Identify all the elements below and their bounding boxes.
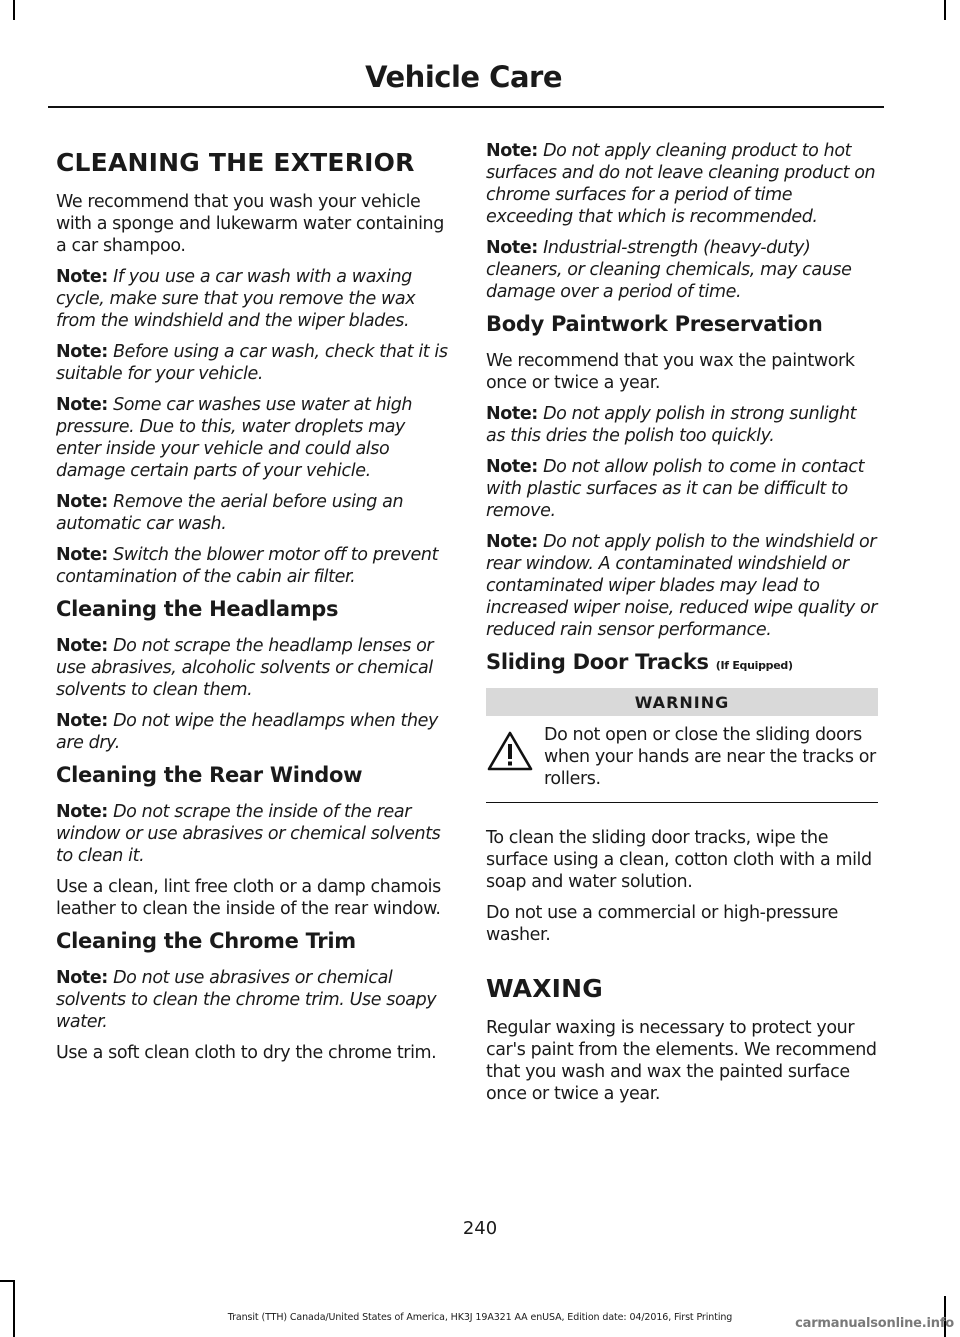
watermark: carmanualsonline.info (795, 1316, 954, 1331)
note-hot-surfaces (486, 140, 878, 228)
heading-sliding-door-tracks (486, 650, 878, 674)
note-label: Note: (486, 238, 538, 258)
note-text: Do not apply cleaning product to hot surfaces and do not leave cleaning product on chrome surfaces for a period of time exceeding that which is recommended. (486, 141, 876, 227)
page-number: 240 (462, 1218, 498, 1239)
header-rule (48, 106, 884, 108)
note-text: Do not wipe the headlamps when they are dry. (56, 711, 438, 753)
crop-mark-top-left (13, 0, 15, 20)
note-text: Do not scrape the inside of the rear window or use abrasives or chemical solvents to clean it. (56, 802, 441, 866)
note-text: Do not use abrasives or chemical solvents to clean the chrome trim. Use soapy water. (56, 968, 437, 1032)
note-windshield (486, 531, 878, 641)
heading-cleaning-headlamps: Cleaning the Headlamps (56, 597, 339, 621)
note-chrome (56, 967, 448, 1033)
note-scrape-rear (56, 801, 448, 867)
heading-cleaning-chrome-trim: Cleaning the Chrome Trim (56, 929, 356, 953)
note-label: Note: (56, 802, 108, 822)
paragraph-washer: Do not use a commercial or high-pressure washer. (486, 903, 838, 945)
right-column (486, 140, 878, 1114)
note-aerial (56, 491, 448, 535)
note-wipe-dry (56, 710, 448, 754)
note-label: Note: (486, 532, 538, 552)
page-title: Vehicle Care (365, 60, 562, 94)
note-label: Note: (56, 395, 108, 415)
heading-text: Sliding Door Tracks (486, 650, 709, 674)
paragraph-tracks: To clean the sliding door tracks, wipe the surface using a clean, cotton cloth with a mild soap and water solution. (486, 828, 872, 892)
crop-mark-bottom-left (13, 1280, 15, 1337)
warning-text: Do not open or close the sliding doors when your hands are near the tracks or rollers. (544, 725, 876, 789)
crop-mark-bottom-left-h (0, 1280, 15, 1282)
note-label: Note: (486, 141, 538, 161)
note-text: Switch the blower motor off to prevent contamination of the cabin air filter. (56, 545, 439, 587)
note-suitable (56, 341, 448, 385)
footer-edition-info: Transit (TTH) Canada/United States of America, HK3J 19A321 AA enUSA, Edition date: 04/2016, First Printing (227, 1312, 733, 1323)
note-label: Note: (56, 492, 108, 512)
note-label: Note: (56, 342, 108, 362)
warning-box (486, 724, 878, 803)
note-scrape-headlamp (56, 635, 448, 701)
note-text: Do not allow polish to come in contact with plastic surfaces as it can be difficult to remove. (486, 457, 865, 521)
note-label: Note: (486, 457, 538, 477)
note-label: Note: (56, 968, 108, 988)
note-pressure (56, 394, 448, 482)
heading-paintwork-preservation: Body Paintwork Preservation (486, 312, 823, 336)
note-text: Before using a car wash, check that it is suitable for your vehicle. (56, 342, 448, 384)
warning-triangle-icon (486, 730, 534, 772)
note-industrial (486, 237, 878, 303)
note-label: Note: (56, 711, 108, 731)
note-text: Do not apply polish in strong sunlight as this dries the polish too quickly. (486, 404, 857, 446)
note-label: Note: (56, 636, 108, 656)
if-equipped-qualifier: (If Equipped) (715, 659, 793, 672)
note-label: Note: (56, 545, 108, 565)
note-plastic (486, 456, 878, 522)
note-text: Do not apply polish to the windshield or rear window. A contaminated windshield or contaminated wiper blades may lead to increased wiper noise, reduced wipe quality or reduced rain sensor performance. (486, 532, 878, 640)
left-column (56, 140, 448, 1073)
note-text: Remove the aerial before using an automatic car wash. (56, 492, 404, 534)
crop-mark-top-right (944, 0, 946, 20)
paragraph-wax-paint: We recommend that you wax the paintwork once or twice a year. (486, 351, 855, 393)
paragraph-waxing: Regular waxing is necessary to protect your car's paint from the elements. We recommend that you wash and wax the painted surface once or twice a year. (486, 1018, 877, 1104)
note-text: If you use a car wash with a waxing cycle, make sure that you remove the wax from the windshield and the wiper blades. (56, 267, 416, 331)
note-text: Some car washes use water at high pressure. Due to this, water droplets may enter inside your vehicle and could also damage certain parts of your vehicle. (56, 395, 413, 481)
warning-banner: WARNING (486, 688, 878, 716)
note-waxing (56, 266, 448, 332)
note-text: Do not scrape the headlamp lenses or use abrasives, alcoholic solvents or chemical solvents to clean them. (56, 636, 434, 700)
note-sunlight (486, 403, 878, 447)
note-label: Note: (486, 404, 538, 424)
paragraph-dry-chrome: Use a soft clean cloth to dry the chrome trim. (56, 1043, 437, 1063)
heading-waxing: WAXING (486, 974, 604, 1003)
note-text: Industrial-strength (heavy-duty) cleaners, or cleaning chemicals, may cause damage over a period of time. (486, 238, 852, 302)
note-blower (56, 544, 448, 588)
heading-cleaning-exterior: CLEANING THE EXTERIOR (56, 148, 415, 177)
note-label: Note: (56, 267, 108, 287)
paragraph-wash: We recommend that you wash your vehicle with a sponge and lukewarm water containing a car shampoo. (56, 192, 444, 256)
paragraph-cloth: Use a clean, lint free cloth or a damp chamois leather to clean the inside of the rear window. (56, 877, 441, 919)
heading-cleaning-rear-window: Cleaning the Rear Window (56, 763, 363, 787)
